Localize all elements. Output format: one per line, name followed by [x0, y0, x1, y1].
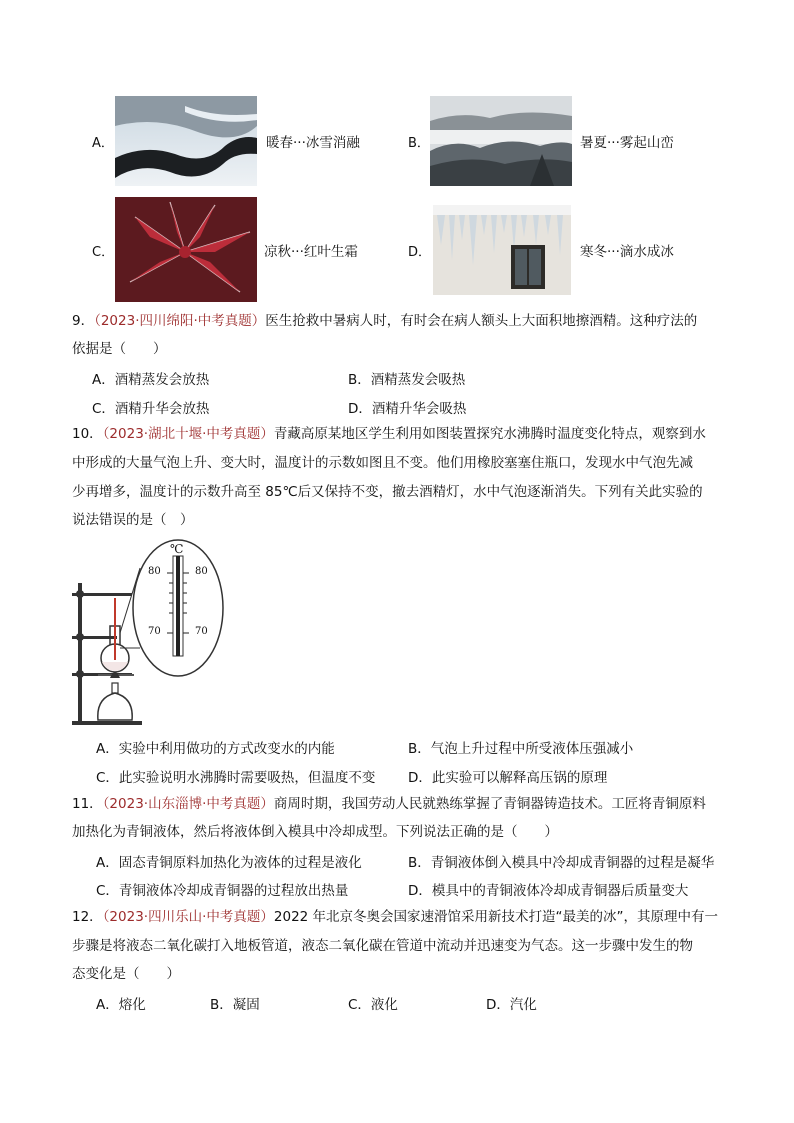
option-caption: 凉秋···红叶生霜 — [264, 244, 358, 260]
question-stem-line: 依据是（ ） — [72, 341, 167, 357]
question-stem-line — [72, 794, 706, 814]
option-b[interactable]: B．青铜液体倒入模具中冷却成青铜器的过程是凝华 — [408, 855, 715, 871]
frosted-red-leaves-image — [115, 197, 257, 302]
question-stem-line: 步骤是将液态二氧化碳打入地板管道，液态二氧化碳在管道中流动并迅速变为气态。这一步骤中发生的物 — [72, 938, 693, 954]
option-b[interactable]: B．酒精蒸发会吸热 — [348, 372, 466, 388]
melting-snow-river-image — [115, 96, 257, 186]
option-letter: A． — [92, 136, 114, 151]
boiling-apparatus-figure — [70, 538, 250, 728]
option-c[interactable]: C．青铜液体冷却成青铜器的过程放出热量 — [96, 883, 349, 899]
question-stem-line: 态变化是（ ） — [72, 966, 180, 982]
question-number: 12． — [72, 909, 103, 925]
option-a[interactable]: A．酒精蒸发会放热 — [92, 372, 210, 388]
icicles-image — [433, 205, 571, 295]
question-number: 10． — [72, 426, 103, 442]
question-text: 商周时期，我国劳动人民就熟练掌握了青铜器铸造技术。工匠将青铜原料 — [273, 796, 706, 812]
option-letter: D． — [408, 245, 432, 260]
question-text: 2022 年北京冬奥会国家速滑馆采用新技术打造“最美的冰”，其原理中有一 — [273, 909, 719, 925]
option-c[interactable]: C．酒精升华会放热 — [92, 401, 210, 417]
question-text: 医生抢救中暑病人时，有时会在病人额头上大面积地擦酒精。这种疗法的 — [265, 313, 698, 329]
option-caption: 暑夏···雾起山峦 — [580, 135, 674, 151]
question-source: （2023·山东淄博·中考真题） — [102, 796, 274, 812]
question-stem-line: 说法错误的是（ ） — [72, 512, 194, 528]
question-stem-line: 少再增多，温度计的示数升高至 85℃后又保持不变，撤去酒精灯，水中气泡逐渐消失。下列有关此实验的 — [72, 484, 703, 500]
option-d[interactable]: D．酒精升华会吸热 — [348, 401, 467, 417]
tick-label-80-right: 80 — [195, 566, 208, 577]
question-number: 11． — [72, 796, 103, 812]
thermometer-unit: ℃ — [170, 542, 184, 556]
question-text: 青藏高原某地区学生利用如图装置探究水沸腾时温度变化特点，观察到水 — [273, 426, 706, 442]
option-c[interactable]: C．此实验说明水沸腾时需要吸热，但温度不变 — [96, 770, 376, 786]
tick-label-70-right: 70 — [195, 626, 208, 637]
question-stem-line — [72, 311, 697, 331]
question-source: （2023·四川绵阳·中考真题） — [94, 313, 266, 329]
option-caption: 寒冬···滴水成冰 — [580, 244, 674, 260]
option-a[interactable]: A．实验中利用做功的方式改变水的内能 — [96, 741, 335, 757]
option-letter: C． — [92, 245, 115, 260]
option-b[interactable]: B．气泡上升过程中所受液体压强减小 — [408, 741, 634, 757]
question-stem-line: 中形成的大量气泡上升、变大时，温度计的示数如图且不变。他们用橡胶塞塞住瓶口，发现水中气泡先减 — [72, 455, 693, 471]
option-b[interactable]: B．凝固 — [210, 997, 260, 1013]
option-d[interactable]: D．此实验可以解释高压锅的原理 — [408, 770, 608, 786]
question-source: （2023·湖北十堰·中考真题） — [102, 426, 274, 442]
tick-label-80-left: 80 — [148, 566, 161, 577]
option-d[interactable]: D．汽化 — [486, 997, 537, 1013]
question-stem-line: 加热化为青铜液体，然后将液体倒入模具中冷却成型。下列说法正确的是（ ） — [72, 824, 558, 840]
option-a[interactable]: A．熔化 — [96, 997, 146, 1013]
option-caption: 暖春···冰雪消融 — [266, 135, 360, 151]
option-a[interactable]: A．固态青铜原料加热化为液体的过程是液化 — [96, 855, 362, 871]
question-stem-line — [72, 424, 706, 444]
option-d[interactable]: D．模具中的青铜液体冷却成青铜器后质量变大 — [408, 883, 689, 899]
question-stem-line — [72, 907, 718, 927]
option-c[interactable]: C．液化 — [348, 997, 398, 1013]
fog-mountains-image — [430, 96, 572, 186]
question-number: 9． — [72, 313, 95, 329]
option-letter: B． — [408, 136, 430, 151]
tick-label-70-left: 70 — [148, 626, 161, 637]
question-source: （2023·四川乐山·中考真题） — [102, 909, 274, 925]
